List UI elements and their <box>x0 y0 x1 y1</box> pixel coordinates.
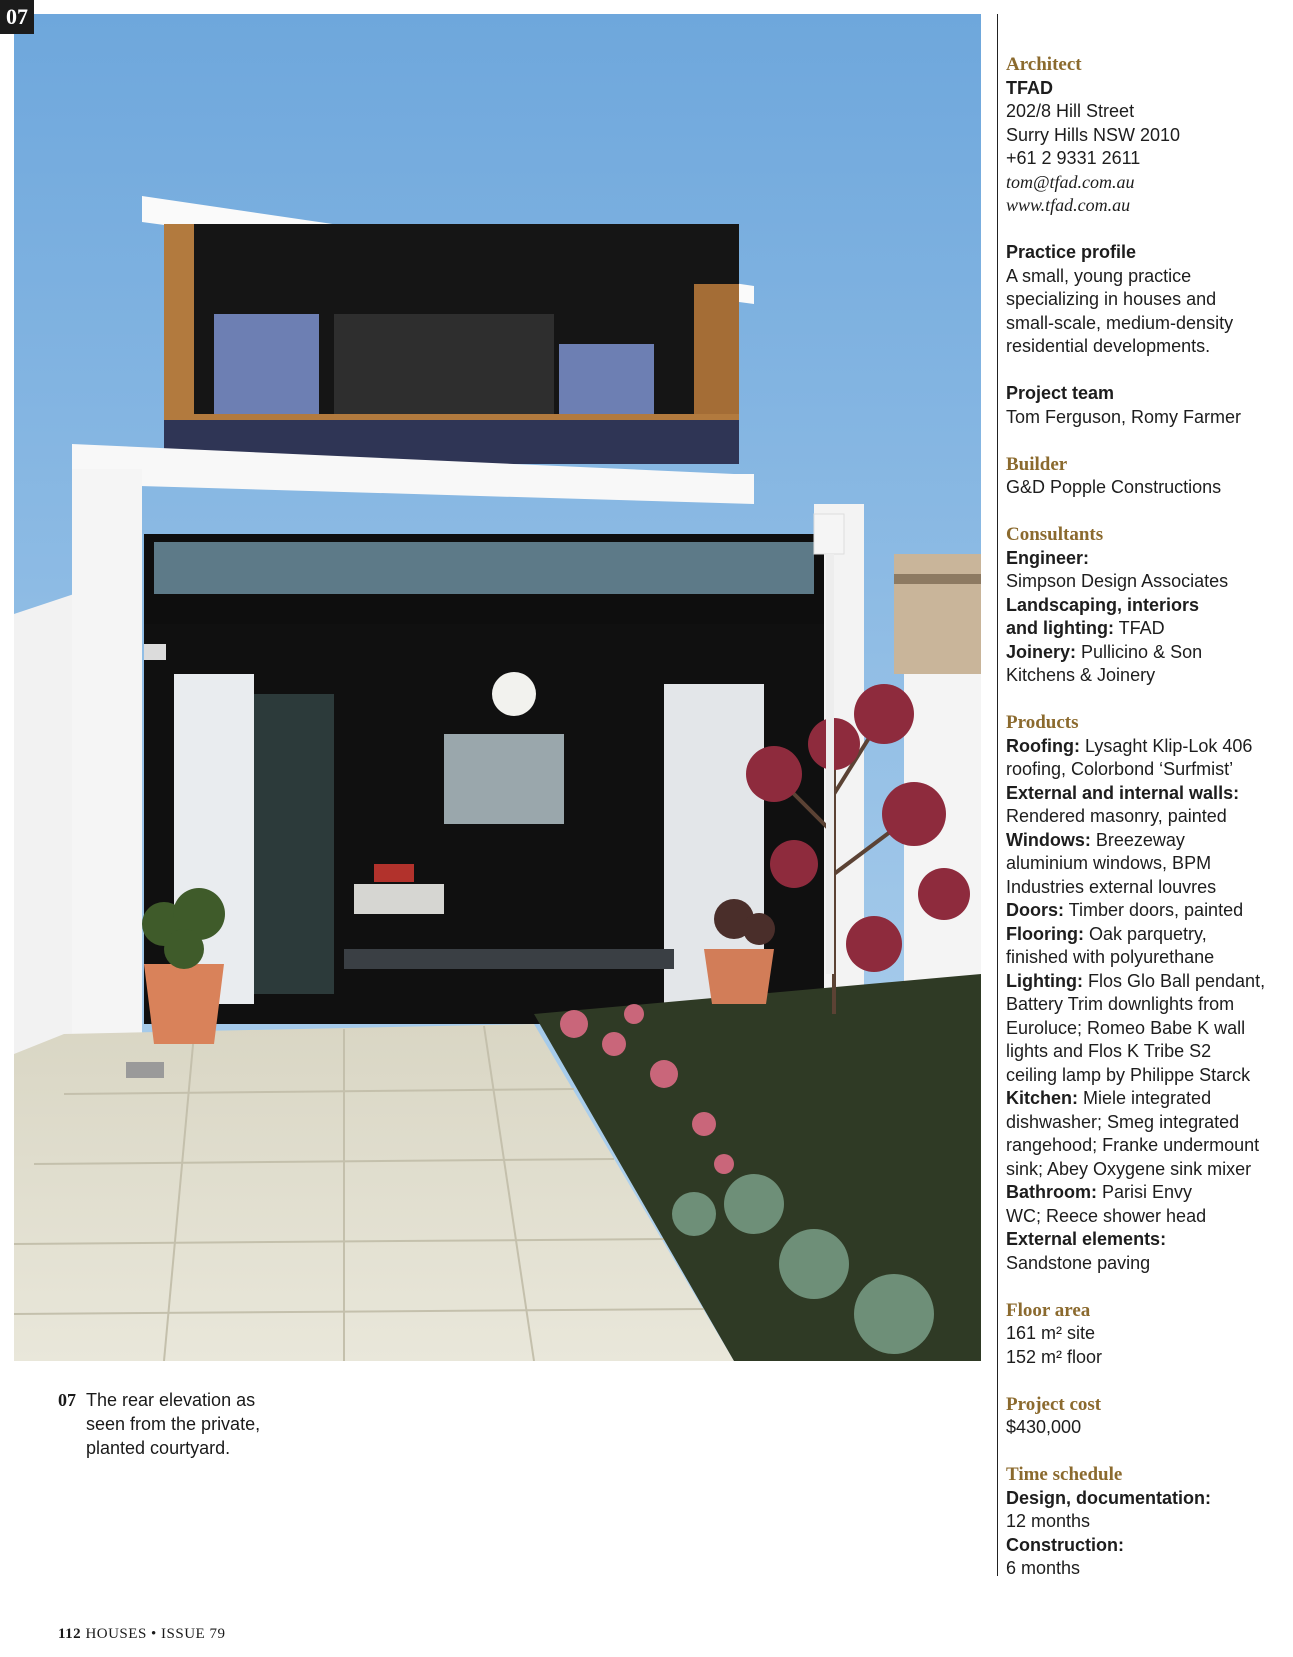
products-section <box>1006 711 1286 1275</box>
section-heading: Architect <box>1006 54 1082 75</box>
kitchen-value: sink; Abey Oxygene sink mixer <box>1006 1158 1252 1179</box>
kitchen-value: rangehood; Franke undermount <box>1006 1135 1260 1155</box>
joinery-value: Kitchens & Joinery <box>1006 665 1156 685</box>
design-label: Design, documentation: <box>1006 1487 1212 1508</box>
caption-line: The rear elevation as <box>86 1390 256 1410</box>
builder-section <box>1006 453 1286 500</box>
section-heading: Products <box>1006 712 1079 733</box>
windows-value: Breezeway <box>1090 829 1185 850</box>
walls-value: Rendered masonry, painted <box>1006 806 1227 826</box>
landscaping-label: Landscaping, interiors <box>1006 594 1200 615</box>
floor-area: 152 m² floor <box>1006 1346 1103 1367</box>
lighting-label: Lighting: <box>1006 970 1083 991</box>
bathroom-value: Parisi Envy <box>1097 1182 1193 1202</box>
section-heading: Practice profile <box>1006 242 1137 262</box>
kitchen-label: Kitchen: <box>1006 1088 1078 1108</box>
flooring-value: finished with polyurethane <box>1006 947 1215 967</box>
architect-section <box>1006 53 1286 218</box>
time-schedule-section <box>1006 1463 1286 1581</box>
profile-line: specializing in houses and <box>1006 289 1217 309</box>
roofing-value: roofing, Colorbond ‘Surfmist’ <box>1006 759 1234 779</box>
page-footer <box>58 1626 225 1643</box>
section-heading: Time schedule <box>1006 1464 1123 1485</box>
joinery-value: Pullicino & Son <box>1076 641 1203 662</box>
kitchen-value: Miele integrated <box>1078 1088 1212 1108</box>
design-value: 12 months <box>1006 1511 1091 1531</box>
cost-value: $430,000 <box>1006 1417 1082 1437</box>
kitchen-value: dishwasher; Smeg integrated <box>1006 1111 1240 1132</box>
profile-line: A small, young practice <box>1006 265 1192 286</box>
construction-value: 6 months <box>1006 1558 1081 1578</box>
project-cost-section <box>1006 1393 1286 1440</box>
windows-value: Industries external louvres <box>1006 876 1217 897</box>
website-link[interactable]: www.tfad.com.au <box>1006 195 1131 215</box>
lighting-value: ceiling lamp by Philippe Starck <box>1006 1064 1251 1085</box>
windows-label: Windows: <box>1006 829 1091 850</box>
section-heading: Consultants <box>1006 524 1104 545</box>
site-area: 161 m² site <box>1006 1323 1096 1343</box>
photo-caption <box>58 1388 318 1460</box>
house-photo <box>14 14 981 1361</box>
external-value: Sandstone paving <box>1006 1252 1151 1273</box>
caption-text <box>86 1388 260 1460</box>
email-link[interactable]: tom@tfad.com.au <box>1006 171 1135 192</box>
landscaping-label: and lighting: <box>1006 618 1114 638</box>
page-number: 112 <box>58 1626 82 1642</box>
doors-label: Doors: <box>1006 900 1064 920</box>
builder-name: G&D Popple Constructions <box>1006 477 1222 497</box>
external-label: External elements: <box>1006 1229 1167 1249</box>
team-members: Tom Ferguson, Romy Farmer <box>1006 406 1242 427</box>
profile-line: small-scale, medium-density <box>1006 312 1234 333</box>
flooring-label: Flooring: <box>1006 923 1084 944</box>
section-heading: Builder <box>1006 453 1068 475</box>
lighting-value: Flos Glo Ball pendant, <box>1082 970 1266 991</box>
profile-line: residential developments. <box>1006 336 1211 356</box>
section-heading: Floor area <box>1006 1299 1091 1321</box>
construction-label: Construction: <box>1006 1534 1124 1555</box>
lighting-value: Battery Trim downlights from <box>1006 994 1235 1014</box>
lighting-value: Euroluce; Romeo Babe K wall <box>1006 1017 1246 1038</box>
landscaping-value: TFAD <box>1113 618 1165 638</box>
caption-number: 07 <box>58 1390 76 1410</box>
caption-line: seen from the private, <box>86 1414 261 1434</box>
bathroom-value: WC; Reece shower head <box>1006 1205 1207 1226</box>
architect-name: TFAD <box>1006 77 1053 98</box>
lighting-value: lights and Flos K Tribe S2 <box>1006 1041 1212 1061</box>
phone-number: +61 2 9331 2611 <box>1006 148 1141 168</box>
windows-value: aluminium windows, BPM <box>1006 853 1212 873</box>
address-line: Surry Hills NSW 2010 <box>1006 124 1181 145</box>
roofing-label: Roofing: <box>1006 735 1080 756</box>
flooring-value: Oak parquetry, <box>1083 923 1207 944</box>
practice-profile-section <box>1006 241 1286 359</box>
section-heading: Project team <box>1006 383 1115 403</box>
walls-label: External and internal walls: <box>1006 782 1240 803</box>
bathroom-label: Bathroom: <box>1006 1182 1097 1202</box>
engineer-label: Engineer: <box>1006 547 1090 568</box>
photo-number-badge: 07 <box>0 0 34 34</box>
roofing-value: Lysaght Klip-Lok 406 <box>1079 735 1253 756</box>
consultants-section <box>1006 523 1286 688</box>
engineer-value: Simpson Design Associates <box>1006 571 1229 591</box>
section-heading: Project cost <box>1006 1393 1102 1415</box>
project-team-section <box>1006 382 1286 429</box>
joinery-label: Joinery: <box>1006 641 1077 662</box>
doors-value: Timber doors, painted <box>1064 900 1244 920</box>
project-details-sidebar <box>1006 53 1286 1604</box>
publication-info: HOUSES • ISSUE 79 <box>85 1626 226 1642</box>
floor-area-section <box>1006 1299 1286 1370</box>
column-divider <box>997 14 998 1576</box>
address-line: 202/8 Hill Street <box>1006 101 1135 121</box>
caption-line: planted courtyard. <box>86 1438 231 1458</box>
